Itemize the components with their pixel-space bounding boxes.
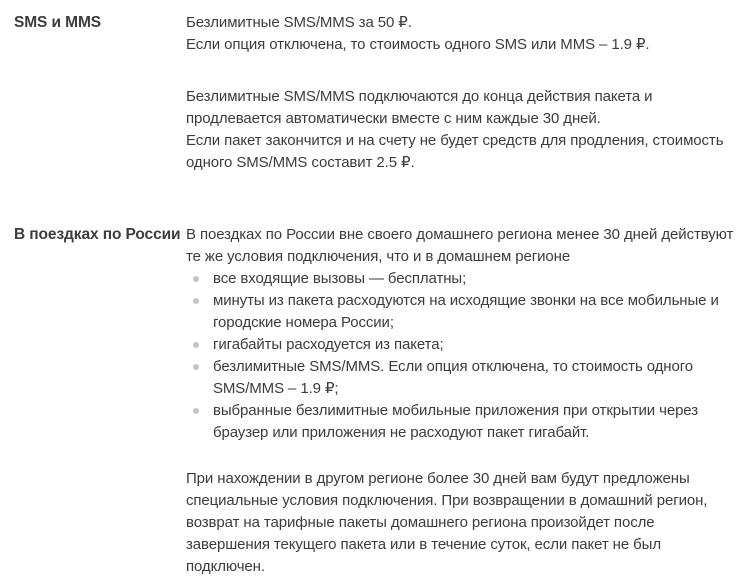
bullet-dot-icon [193, 276, 199, 282]
text-line: Если пакет закончится и на счету не будет средств для продления, стоимость одного SMS/MMS составит 2.5 ₽. [186, 132, 724, 171]
bullet-text: минуты из пакета расходуются на исходящие звонки на все мобильные и городские номера России; [213, 292, 719, 331]
text-line: При нахождении в другом регионе более 30 дней вам будут предложены специальные условия подключения. При возвращении в домашний регион, возврат на тарифные пакеты домашнего региона произойдет после завершения текущего пакета или в течение суток, если пакет не был подключен. [186, 470, 708, 575]
text-block [186, 224, 736, 268]
section-content [186, 224, 736, 578]
bullet-item [186, 356, 736, 400]
tariff-sections [14, 12, 737, 578]
bullet-item [186, 268, 736, 290]
text-line: В поездках по России вне своего домашнего региона менее 30 дней действуют те же условия подключения, что и в домашнем регионе [186, 226, 734, 265]
text-block [186, 12, 736, 56]
bullet-text: безлимитные SMS/MMS. Если опция отключена, то стоимость одного SMS/MMS – 1.9 ₽; [213, 358, 693, 397]
text-block [186, 86, 736, 174]
tariff-section [14, 12, 737, 174]
bullet-dot-icon [193, 342, 199, 348]
text-line: Если опция отключена, то стоимость одного SMS или MMS – 1.9 ₽. [186, 36, 650, 53]
text-block [186, 468, 736, 578]
section-label: SMS и MMS [14, 14, 101, 31]
section-label: В поездках по России [14, 226, 181, 243]
bullet-text: гигабайты расходуется из пакета; [213, 336, 444, 353]
bullet-dot-icon [193, 408, 199, 414]
bullet-item [186, 400, 736, 444]
bullet-list [186, 268, 736, 444]
bullet-text: все входящие вызовы — бесплатны; [213, 270, 467, 287]
text-line: Безлимитные SMS/MMS подключаются до конца действия пакета и продлевается автоматически вместе с ним каждые 30 дней. [186, 88, 653, 127]
bullet-item [186, 334, 736, 356]
text-line: Безлимитные SMS/MMS за 50 ₽. [186, 14, 412, 31]
bullet-dot-icon [193, 298, 199, 304]
section-content [186, 12, 736, 174]
tariff-section [14, 224, 737, 578]
bullet-dot-icon [193, 364, 199, 370]
bullet-item [186, 290, 736, 334]
bullet-text: выбранные безлимитные мобильные приложения при открытии через браузер или приложения не расходуют пакет гигабайт. [213, 402, 698, 441]
